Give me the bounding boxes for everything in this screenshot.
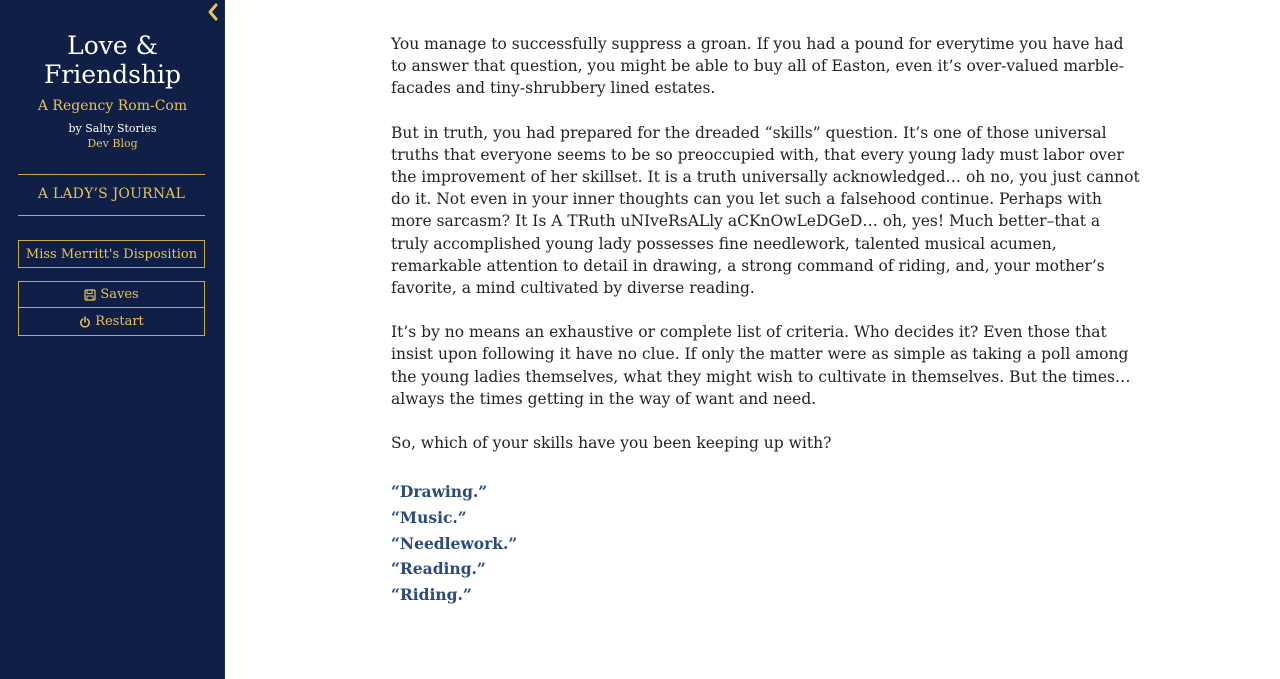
passage-paragraph: But in truth, you had prepared for the dreaded “skills” question. It’s one of those universal truths that everyone seems to be so preoccupied with, that every young lady must labor over the improvement of her skillset. It is a truth universally acknowledged… oh no, you just cannot do it. Not even in your inner thoughts can you let such a falsehood continue. Perhaps with more sarcasm? It Is A TRuth uNIveRsALly aCKnOwLeDGeD… oh, yes! Much better–that a truly accomplished young lady possesses fine needlework, talented musical acumen, remarkable attention to detail in drawing, a strong command of riding, and, your mother’s favorite, a mind cultivated by diverse reading. [391, 123, 1140, 298]
disposition-button[interactable] [18, 240, 205, 268]
restart-button[interactable] [18, 307, 205, 336]
divider [18, 174, 205, 175]
passage-text [391, 33, 1141, 476]
saves-button-label: Saves [100, 287, 139, 302]
story-byline: by Salty Stories [68, 122, 157, 135]
choice-list [391, 479, 691, 608]
story-title: Love & Friendship [43, 31, 182, 89]
power-icon [79, 316, 91, 328]
choice-needlework[interactable]: “Needlework.” [391, 533, 518, 553]
restart-button-label: Restart [95, 314, 144, 329]
chevron-left-icon[interactable] [204, 2, 222, 22]
story-subtitle: A Regency Rom-Com [37, 98, 188, 114]
divider [18, 215, 205, 216]
disposition-button-label: Miss Merritt's Disposition [25, 246, 198, 262]
passage-paragraph: It’s by no means an exhaustive or complete list of criteria. Who decides it? Even those that insist upon following it have no clue. If only the matter were as simple as taking a poll among the young ladies themselves, what they might wish to cultivate in themselves. But the times… always the times getting in the way of want and need. [391, 323, 1131, 408]
choice-drawing[interactable]: “Drawing.” [391, 482, 488, 501]
passage-paragraph: So, which of your skills have you been keeping up with? [391, 434, 832, 453]
save-icon [84, 289, 96, 301]
choice-riding[interactable]: “Riding.” [391, 585, 472, 605]
passage-paragraph: You manage to successfully suppress a groan. If you had a pound for everytime you have had to answer that question, you might be able to buy all of Easton, even it’s over-valued marble-facades and tiny-shrubbery lined estates. [391, 35, 1124, 98]
choice-music[interactable]: “Music.” [391, 507, 467, 527]
ladys-journal-link[interactable]: A LADY’S JOURNAL [37, 186, 186, 202]
saves-button[interactable] [18, 281, 205, 308]
choice-reading[interactable]: “Reading.” [391, 559, 486, 579]
sidebar [0, 0, 225, 679]
dev-blog-link[interactable]: Dev Blog [87, 137, 138, 150]
